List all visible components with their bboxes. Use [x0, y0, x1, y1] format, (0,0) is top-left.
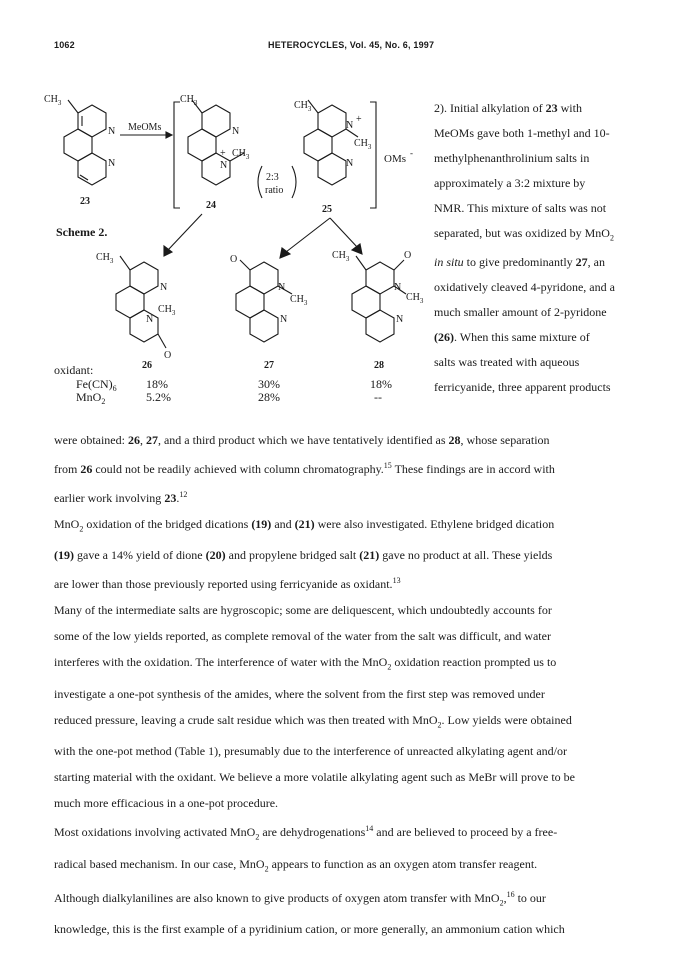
compound-number-27: 27 — [264, 360, 274, 371]
right-column-text — [434, 96, 654, 400]
ratio-right-paren — [292, 166, 296, 198]
n-label-25a: N — [346, 120, 354, 131]
yield-28-ferricyanide: 18% — [370, 377, 392, 391]
p2-line-2: (19) gave a 14% yield of dione (20) and propylene bridged salt (21) gave no product at all. These yields — [54, 548, 553, 563]
rcol-line-3: methylphenanthrolinium salts in — [434, 151, 590, 165]
plus-label-24: + — [220, 148, 226, 159]
p1-line-2: from 26 could not be readily achieved with column chromatography.$^{15}$ These findings are in accord with — [54, 461, 555, 476]
compound-25-structure — [304, 100, 358, 185]
oxidant-name-ferricyanide: $Fe(CN)_6$ — [76, 377, 117, 393]
ch3-label-28a: $CH_3$ — [332, 250, 350, 263]
ch3-label-26a: $CH_3$ — [96, 252, 114, 265]
p3-line-3: interferes with the oxidation. The interference of water with the MnO$_2$ oxidation reaction prompted us to — [54, 655, 557, 672]
yield-26-ferricyanide: 18% — [146, 377, 168, 391]
oxidant-name-mno2: MnO$_2$ — [76, 390, 106, 406]
journal-header: HETEROCYCLES, Vol. 45, No. 6, 1997 — [268, 40, 435, 50]
n-label-26a: N — [160, 282, 168, 293]
o-label-27: O — [230, 254, 238, 265]
compound-number-26: 26 — [142, 360, 152, 371]
rcol-line-7: in situ to give predominantly 27, an — [434, 255, 605, 270]
rcol-line-6: separated, but was oxidized by MnO$_2$ — [434, 226, 614, 243]
p4-line-1: Most oxidations involving activated MnO$_2$ are dehydrogenations$^{14}$ and are believed to proceed by a free- — [54, 824, 558, 842]
n-label-23b: N — [108, 158, 116, 169]
compound-number-23: 23 — [80, 196, 90, 207]
p3-line-5: reduced pressure, leaving a crude salt residue which was then treated with MnO$_2$. Low yields were obtained — [54, 712, 572, 730]
compound-number-25: 25 — [322, 204, 332, 215]
ch3-subscript: 3 — [193, 99, 198, 107]
n-label-28b: N — [396, 314, 404, 325]
yield-26-mno2: 5.2% — [146, 390, 171, 404]
compound-23-structure — [64, 100, 106, 185]
n-label-26b: N — [146, 314, 154, 325]
rcol-line-11: salts was treated with aqueous — [434, 355, 580, 370]
arrow-to-27 — [286, 218, 330, 252]
ch3-subscript: 3 — [245, 153, 250, 161]
counterion-charge: - — [410, 148, 413, 158]
n-label-24b: N — [220, 160, 228, 171]
n-label-25b: N — [346, 158, 354, 169]
p3-line-8: much more efficacious in a one-pot procedure. — [54, 796, 279, 811]
right-bracket — [367, 102, 376, 208]
o-label-28: O — [404, 250, 412, 261]
rcol-line-2: MeOMs gave both 1-methyl and 10- — [434, 126, 610, 140]
yield-27-mno2: 28% — [258, 390, 280, 404]
scheme-2-diagram — [40, 90, 430, 410]
reagent-label: MeOMs — [128, 122, 162, 133]
compound-number-24: 24 — [206, 200, 216, 211]
oxidant-label: oxidant: — [54, 363, 94, 377]
n-label-27b: N — [280, 314, 288, 325]
n-label-28a: N — [394, 282, 402, 293]
ch3-subscript: 3 — [171, 309, 176, 317]
n-label-23a: N — [108, 126, 116, 137]
counterion-label: OMs — [384, 153, 407, 165]
ch3-label-25b: $CH_3$ — [354, 138, 372, 151]
p4-line-4: knowledge, this is the first example of a pyridinium cation, or more generally, an ammonium cation which — [54, 922, 565, 937]
arrow-to-28 — [330, 218, 358, 248]
yield-28-mno2: -- — [374, 390, 382, 404]
compound-27-structure — [236, 260, 292, 342]
ratio-label: ratio — [265, 185, 284, 196]
plus-label-25: + — [356, 114, 362, 125]
p4-line-3: Although dialkylanilines are also known to give products of oxygen atom transfer with MnO$_2$,$^{16}$ to our — [54, 889, 546, 908]
rcol-line-12: ferricyanide, three apparent products — [434, 380, 611, 395]
compound-28-structure — [352, 256, 406, 342]
ch3-label-24b: $CH_3$ — [232, 148, 250, 161]
rcol-line-1: 2). Initial alkylation of 23 with — [434, 101, 582, 115]
ch3-subscript: 3 — [303, 299, 308, 307]
ch3-label-23: $CH_3$ — [44, 94, 62, 107]
p3-line-4: investigate a one-pot synthesis of the amides, where the solvent from the first step was removed under — [54, 686, 545, 701]
ch3-subscript: 3 — [367, 143, 372, 151]
compound-number-28: 28 — [374, 360, 384, 371]
p1-line-3: earlier work involving 23.12 — [54, 490, 188, 505]
p3-line-6: with the one-pot method (Table 1), presumably due to the interference of unreacted alkylating agent and/or — [54, 744, 567, 759]
rcol-line-10: (26). When this same mixture of — [434, 330, 590, 345]
p2-line-3: are lower than those previously reported using ferricyanide as oxidant.$^{13}$ — [54, 576, 401, 592]
ch3-label-27: $CH_3$ — [290, 294, 308, 307]
ch3-label-28b: $CH_3$ — [406, 292, 424, 305]
ratio-left-paren — [258, 166, 262, 198]
body-text — [54, 427, 654, 942]
o-label-26: O — [164, 350, 172, 361]
p2-line-1: MnO$_2$ oxidation of the bridged dications (19) and (21) were also investigated. Ethylene bridged dication — [54, 517, 555, 534]
arrow-to-26 — [168, 214, 202, 250]
n-label-24a: N — [232, 126, 240, 137]
ratio-value: 2:3 — [266, 172, 279, 183]
rcol-line-9: much smaller amount of 2-pyridone — [434, 305, 607, 320]
p3-line-7: starting material with the oxidant. We believe a more volatile alkylating agent such as MeBr will prove to be — [54, 770, 575, 785]
yield-27-ferricyanide: 30% — [258, 377, 280, 391]
ch3-subscript: 3 — [57, 99, 62, 107]
n-label-27a: N — [278, 282, 286, 293]
p3-line-1: Many of the intermediate salts are hygroscopic; some are deliquescent, which undoubtedly accounts for — [54, 603, 552, 618]
ch3-label-26b: $CH_3$ — [158, 304, 176, 317]
page-number: 1062 — [54, 40, 75, 50]
compound-24-structure — [188, 100, 244, 185]
rcol-line-5: NMR. This mixture of salts was not — [434, 201, 607, 215]
scheme-title: Scheme 2. — [56, 225, 108, 239]
rcol-line-4: approximately a 3:2 mixture by — [434, 176, 586, 190]
left-bracket — [174, 102, 180, 208]
ch3-subscript: 3 — [307, 105, 312, 113]
p4-line-2: radical based mechanism. In our case, MnO$_2$ appears to function as an oxygen atom transfer reagent. — [54, 856, 538, 873]
ch3-subscript: 3 — [345, 255, 350, 263]
ch3-label-24a: $CH_3$ — [180, 94, 198, 107]
ch3-subscript: 3 — [419, 297, 424, 305]
compound-26-structure — [116, 256, 166, 348]
ch3-subscript: 3 — [109, 257, 114, 265]
rcol-line-8: oxidatively cleaved 4-pyridone, and a — [434, 280, 615, 295]
p3-line-2: some of the low yields reported, as complete removal of the water from the salt was difficult, and water — [54, 629, 551, 644]
p1-line-1: were obtained: 26, 27, and a third product which we have tentatively identified as 28, whose separation — [54, 433, 550, 447]
ch3-label-25a: $CH_3$ — [294, 100, 312, 113]
